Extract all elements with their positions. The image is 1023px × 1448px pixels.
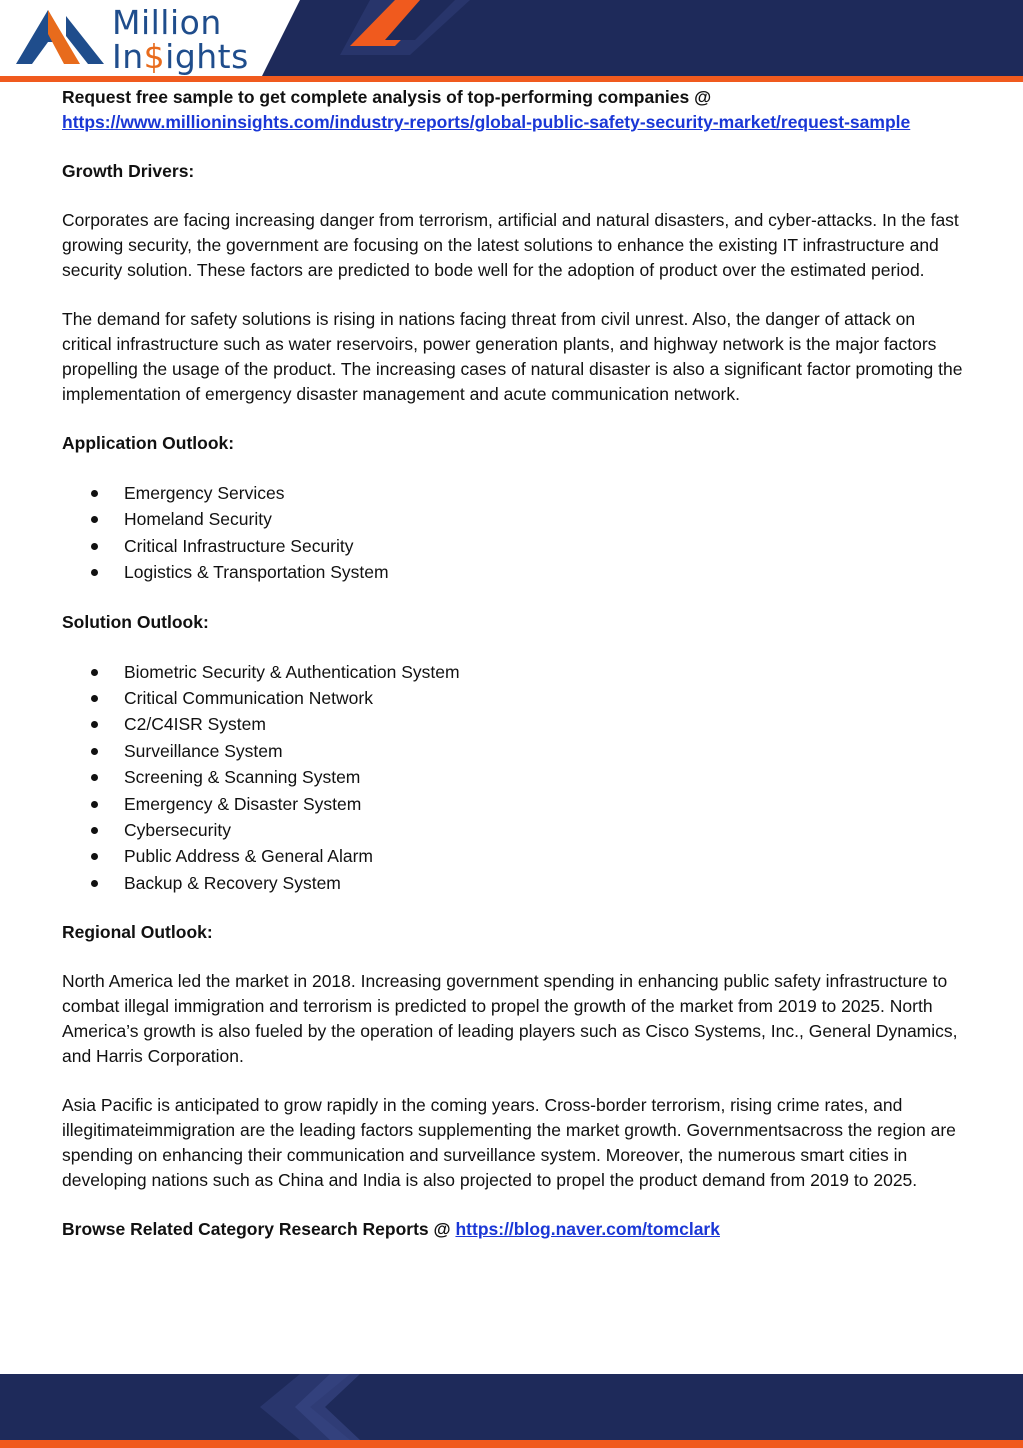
bullet-icon [91, 880, 98, 887]
browse-line [62, 1217, 967, 1242]
list-item: Public Address & General Alarm [62, 843, 967, 869]
bullet-icon [91, 516, 98, 523]
solution-list [62, 659, 967, 897]
regional-heading: Regional Outlook: [62, 922, 213, 943]
logo-wordmark [112, 3, 249, 76]
regional-paragraph-1: North America led the market in 2018. Increasing government spending in enhancing public safety infrastructure to combat illegal immigration and terrorism is predicted to propel the growth of the market from 2019 to 2025. North America’s growth is also fueled by the operation of leading players such as Cisco Systems, Inc., General Dynamics, and Harris Corporation. [62, 971, 958, 1067]
regional-paragraph-2: Asia Pacific is anticipated to grow rapidly in the coming years. Cross-border terrorism, rising crime rates, and illegitimateimmigration are the leading factors supplementing the market growth. Governmentsacross the region are spending on enhancing their communication and surveillance system. Moreover, the numerous smart cities in developing nations such as China and India is also projected to propel the product demand from 2019 to 2025. [62, 1095, 956, 1191]
logo-mark-icon [8, 2, 118, 82]
header-banner [0, 0, 1023, 82]
document-body [62, 85, 967, 1242]
bullet-icon [91, 721, 98, 728]
application-list [62, 480, 967, 586]
bullet-icon [91, 774, 98, 781]
list-item: Backup & Recovery System [62, 870, 967, 896]
list-item: Homeland Security [62, 506, 967, 532]
bullet-icon [91, 695, 98, 702]
growth-paragraph-2: The demand for safety solutions is rising in nations facing threat from civil unrest. Also, the danger of attack on critical infrastructure such as water reservoirs, power generation plants, and highway network is the major factors propelling the usage of the product. The increasing cases of natural disaster is also a significant factor promoting the implementation of emergency disaster management and acute communication network. [62, 309, 963, 404]
list-item: Screening & Scanning System [62, 764, 967, 790]
list-item: Emergency Services [62, 480, 967, 506]
bullet-icon [91, 748, 98, 755]
bullet-icon [91, 543, 98, 550]
browse-text: Browse Related Category Research Reports @ [62, 1219, 451, 1240]
footer-graphic [0, 1374, 1023, 1448]
list-item: C2/C4ISR System [62, 711, 967, 737]
application-heading: Application Outlook: [62, 433, 235, 453]
growth-heading: Growth Drivers: [62, 161, 195, 181]
request-sample-link[interactable]: https://www.millioninsights.com/industry-reports/global-public-safety-security-market/request-sample [62, 112, 911, 132]
logo-line1: Million [112, 3, 222, 42]
list-item: Logistics & Transportation System [62, 559, 967, 585]
growth-paragraph-1: Corporates are facing increasing danger from terrorism, artificial and natural disasters, and cyber-attacks. In the fast growing security, the government are focusing on the latest solutions to enhance the existing IT infrastructure and security solution. These factors are predicted to bode well for the adoption of product over the estimated period. [62, 210, 959, 280]
bullet-icon [91, 669, 98, 676]
bullet-icon [91, 827, 98, 834]
solution-heading: Solution Outlook: [62, 611, 209, 632]
list-item: Surveillance System [62, 738, 967, 764]
request-text: Request free sample to get complete analysis of top-performing companies @ [62, 87, 712, 107]
bullet-icon [91, 801, 98, 808]
bullet-icon [91, 490, 98, 497]
list-item: Biometric Security & Authentication System [62, 659, 967, 685]
logo-line2: In$ights [112, 37, 249, 76]
list-item: Emergency & Disaster System [62, 791, 967, 817]
list-item: Cybersecurity [62, 817, 967, 843]
list-item: Critical Infrastructure Security [62, 533, 967, 559]
list-item: Critical Communication Network [62, 685, 967, 711]
bullet-icon [91, 853, 98, 860]
bullet-icon [91, 569, 98, 576]
browse-link[interactable]: https://blog.naver.com/tomclark [455, 1219, 720, 1240]
footer-banner [0, 1374, 1023, 1448]
